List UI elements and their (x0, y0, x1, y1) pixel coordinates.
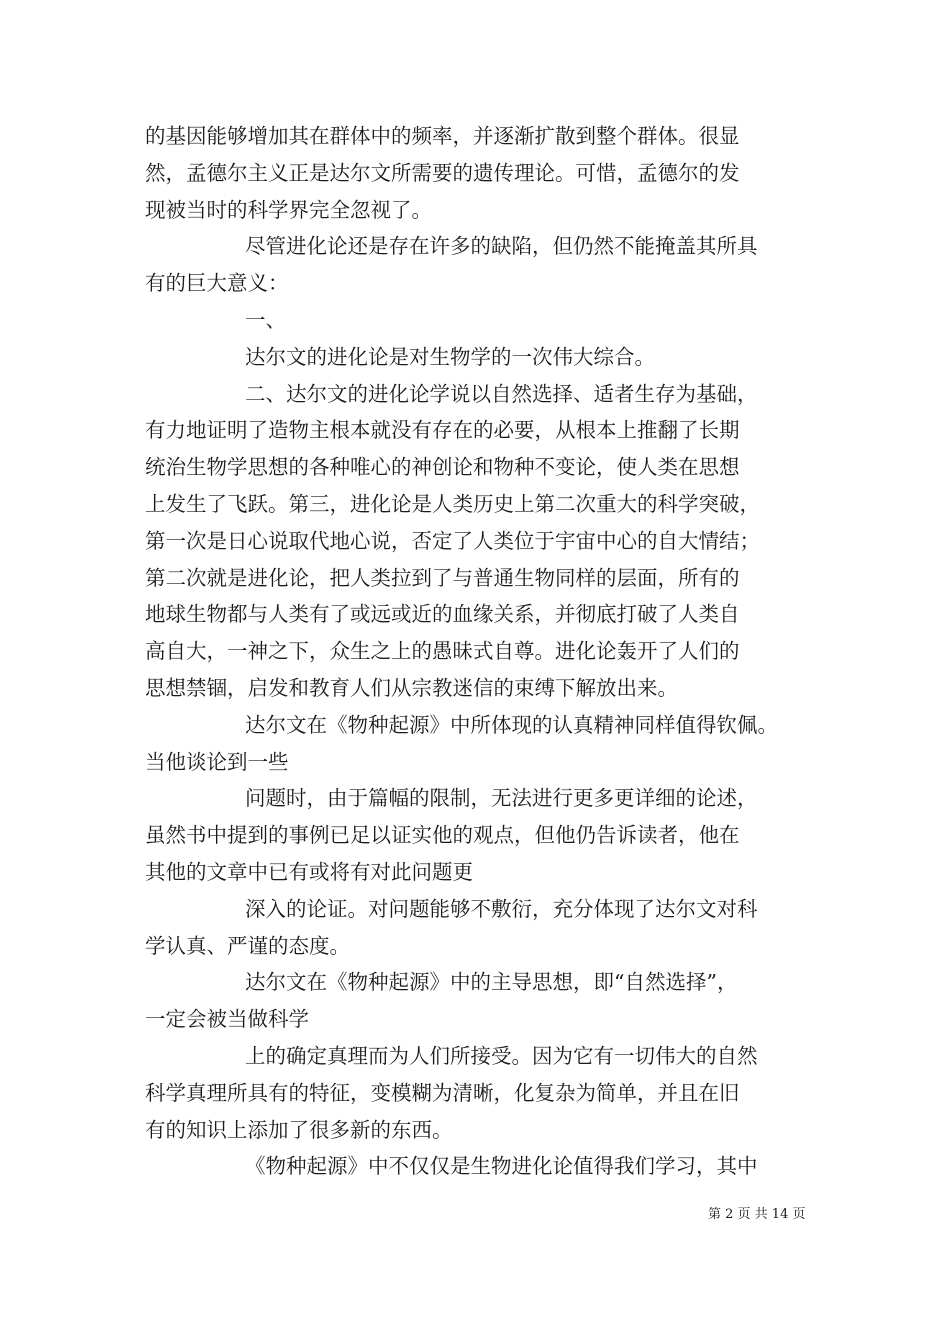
text-line: 上的确定真理而为人们所接受。因为它有一切伟大的自然 (245, 1043, 758, 1068)
text-line: 的基因能够增加其在群体中的频率，并逐渐扩散到整个群体。很显 (145, 124, 740, 148)
text-line: 高自大，一神之下，众生之上的愚昧式自尊。进化论轰开了人们的 (145, 639, 740, 664)
text-line: 深入的论证。对问题能够不敷衍，充分体现了达尔文对科 (245, 896, 758, 921)
text-line: 当他谈论到一些 (145, 749, 289, 774)
text-line: 统治生物学思想的各种唯心的神创论和物种不变论，使人类在思想 (145, 455, 740, 480)
text-line: 有力地证明了造物主根本就没有存在的必要，从根本上推翻了长期 (145, 418, 740, 443)
body-text (145, 118, 815, 1185)
text-line: 学认真、严谨的态度。 (145, 933, 350, 958)
text-line: 上发生了飞跃。第三，进化论是人类历史上第二次重大的科学突破， (145, 491, 760, 516)
text-line: 地球生物都与人类有了或远或近的血缘关系，并彻底打破了人类自 (145, 602, 740, 627)
text-line: 一、 (245, 307, 286, 332)
text-line: 有的巨大意义： (145, 271, 289, 296)
text-line: 第二次就是进化论，把人类拉到了与普通生物同样的层面，所有的 (145, 565, 740, 590)
page-number: 第 2 页 共 14 页 (708, 1207, 806, 1222)
text-line: 虽然书中提到的事例已足以证实他的观点，但他仍告诉读者，他在 (145, 823, 740, 848)
text-line: 达尔文在《物种起源》中所体现的认真精神同样值得钦佩。 (245, 712, 778, 737)
text-line: 达尔文在《物种起源》中的主导思想，即“自然选择”， (245, 970, 738, 995)
text-line: 第一次是日心说取代地心说，否定了人类位于宇宙中心的自大情结； (145, 528, 760, 553)
text-line: 问题时，由于篇幅的限制，无法进行更多更详细的论述， (245, 786, 758, 811)
text-line: 然，孟德尔主义正是达尔文所需要的遗传理论。可惜，孟德尔的发 (145, 160, 740, 185)
text-line: 《物种起源》中不仅仅是生物进化论值得我们学习，其中 (245, 1154, 758, 1179)
text-line: 达尔文的进化论是对生物学的一次伟大综合。 (245, 344, 655, 369)
text-line: 现被当时的科学界完全忽视了。 (145, 197, 432, 222)
text-line: 尽管进化论还是存在许多的缺陷，但仍然不能掩盖其所具 (245, 234, 758, 259)
text-line: 思想禁锢，启发和教育人们从宗教迷信的束缚下解放出来。 (145, 675, 678, 700)
text-line: 一定会被当做科学 (145, 1007, 309, 1032)
text-line: 二、达尔文的进化论学说以自然选择、适者生存为基础， (245, 381, 758, 406)
text-line: 其他的文章中已有或将有对此问题更 (145, 859, 473, 884)
text-line: 有的知识上添加了很多新的东西。 (145, 1117, 453, 1142)
text-line: 科学真理所具有的特征，变模糊为清晰，化复杂为简单，并且在旧 (145, 1080, 740, 1105)
